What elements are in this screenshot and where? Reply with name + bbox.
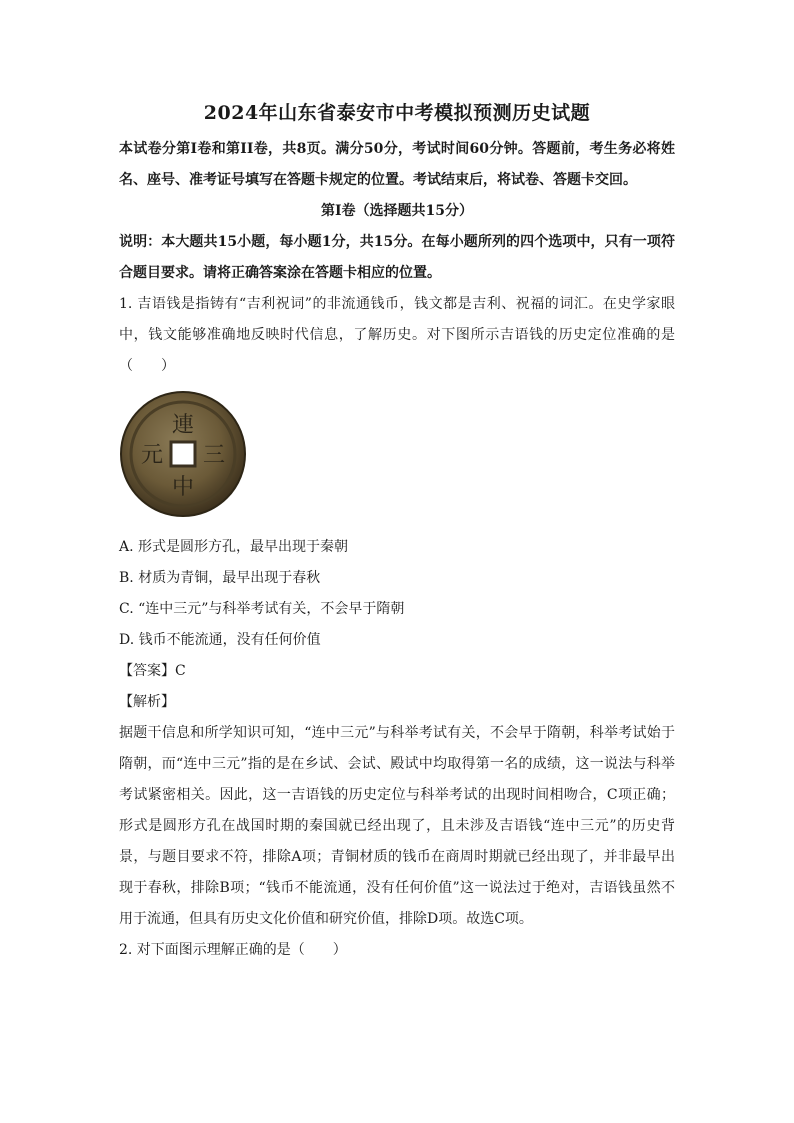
coin-char-right: 三 — [202, 443, 226, 468]
answer-line: 【答案】C — [119, 663, 186, 679]
question-1-stem: 1. 吉语钱是指铸有“吉利祝词”的非流通钱币，钱文都是吉利、祝福的词汇。在史学家眼中，钱文能够准确地反映时代信息，了解历史。对下图所示吉语钱的历史定位准确的是（ ） — [119, 296, 675, 374]
coin-icon — [119, 390, 247, 518]
coin-char-top: 連 — [171, 413, 195, 438]
option-d: D. 钱币不能流通，没有任何价值 — [119, 632, 321, 648]
coin-image — [119, 390, 247, 518]
section-title: 第I卷（选择题共15分） — [320, 203, 474, 219]
exam-intro: 本试卷分第I卷和第II卷，共8页。满分50分，考试时间60分钟。答题前，考生务必将姓名、座号、准考证号填写在答题卡规定的位置。考试结束后，将试卷、答题卡交回。 — [119, 141, 675, 188]
question-2-stem: 2. 对下面图示理解正确的是（ ） — [119, 942, 347, 958]
analysis-label: 【解析】 — [119, 694, 175, 710]
option-c: C. “连中三元”与科举考试有关，不会早于隋朝 — [119, 601, 405, 617]
exam-page — [119, 100, 675, 966]
coin-char-bottom: 中 — [171, 475, 195, 500]
option-b: B. 材质为青铜，最早出现于春秋 — [119, 570, 321, 586]
analysis-text: 据题干信息和所学知识可知，“连中三元”与科举考试有关，不会早于隋朝，科举考试始于隋朝，而“连中三元”指的是在乡试、会试、殿试中均取得第一名的成绩，这一说法与科举考试紧密相关。因此，这一吉语钱的历史定位与科举考试的出现时间相吻合，C项正确；形式是圆形方孔在战国时期的秦国就已经出现了，且未涉及吉语钱“连中三元”的历史背景，与题目要求不符，排除A项；青铜材质的钱币在商周时期就已经出现了，并非最早出现于春秋，排除B项；“钱币不能流通，没有任何价值”这一说法过于绝对，吉语钱虽然不用于流通，但具有历史文化价值和研究价值，排除D项。故选C项。 — [119, 725, 675, 927]
option-a: A. 形式是圆形方孔，最早出现于秦朝 — [119, 539, 349, 555]
coin-char-left: 元 — [140, 443, 164, 468]
section-instructions: 说明：本大题共15小题，每小题1分，共15分。在每小题所列的四个选项中，只有一项符合题目要求。请将正确答案涂在答题卡相应的位置。 — [119, 234, 675, 281]
page-title: 2024年山东省泰安市中考模拟预测历史试题 — [203, 102, 591, 124]
